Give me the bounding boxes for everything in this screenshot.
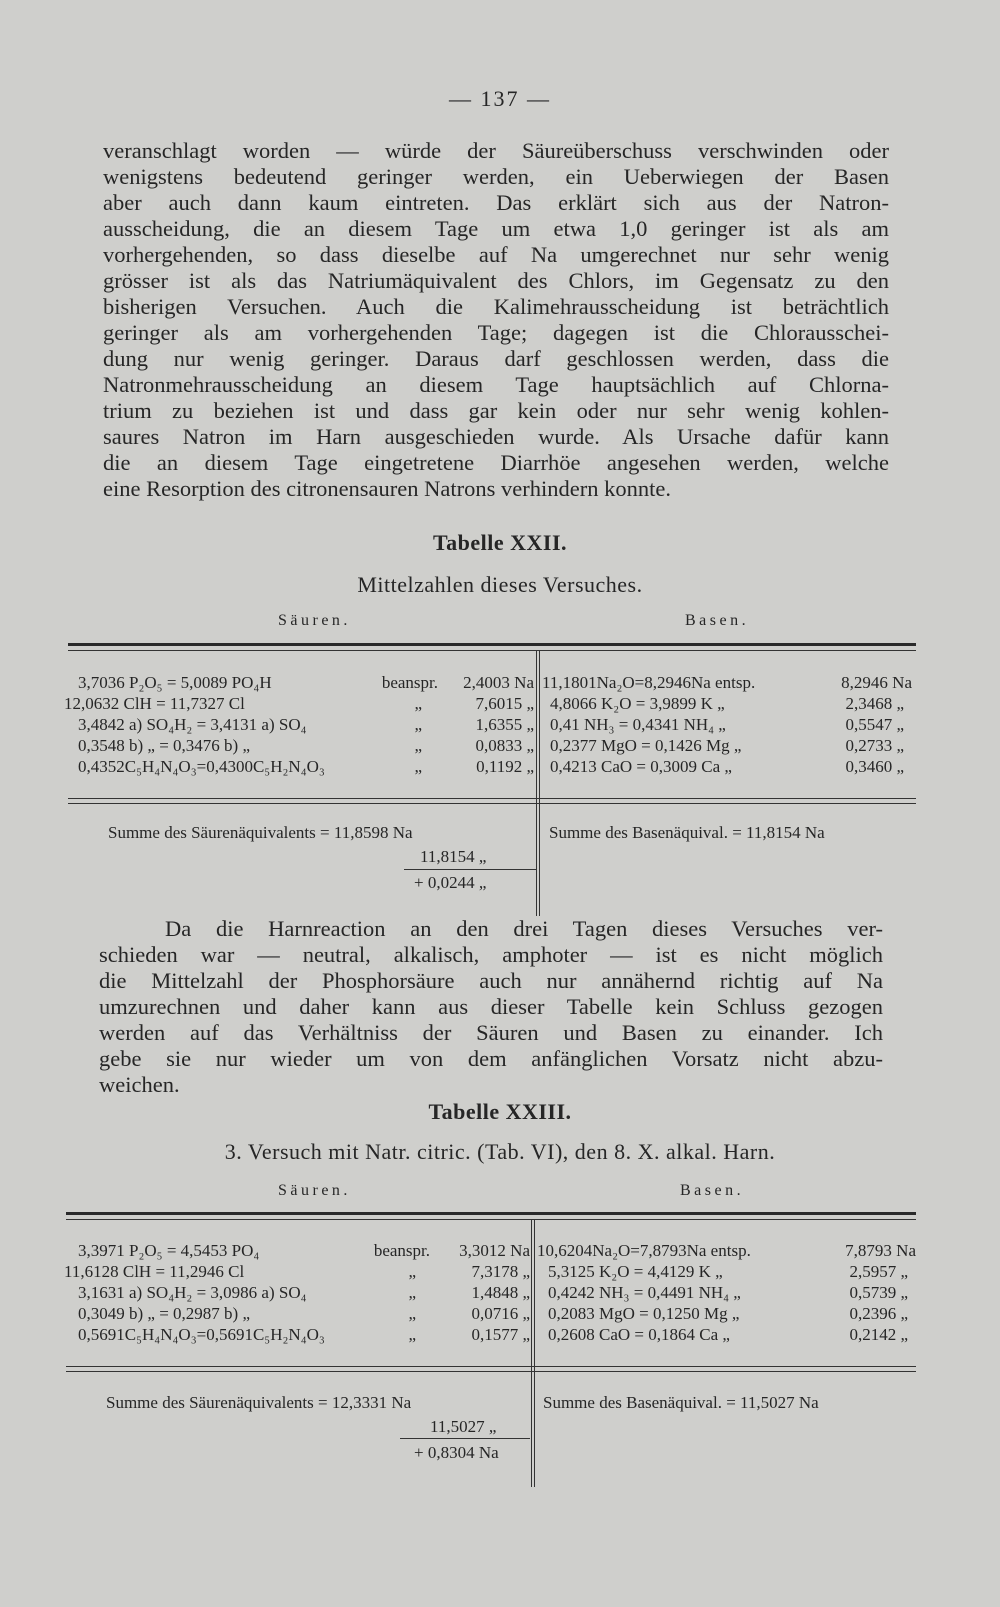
table-23-bases-heading: Basen. [680,1182,745,1199]
table-row-formula: 4,8066 K₂O = 3,9899 K „ [550,694,725,713]
table-row-marker: „ [408,1325,416,1344]
table-row-value: 0,2396 „ [849,1304,908,1323]
text-line: bisherigen Versuchen. Auch die Kalimehrausscheidung ist beträchtlich [103,294,889,319]
table-23-sum-rule [400,1438,530,1439]
text-line: dung nur wenig geringer. Daraus darf geschlossen werden, dass die [103,346,889,371]
table-23-divider [534,1219,535,1487]
table-23-subtitle: 3. Versuch mit Natr. citric. (Tab. VI), den 8. X. alkal. Harn. [224,1139,776,1164]
text-line: Da die Harnreaction an den drei Tagen dieses Versuches ver- [165,916,883,941]
table-23-top-rule [66,1212,916,1215]
table-row-formula: 11,1801Na₂O=8,2946Na entsp. [542,673,756,692]
table-row-formula: 12,0632 ClH = 11,7327 Cl [64,694,245,713]
table-22-bottom-rule [68,803,916,804]
table-row-formula: 0,5691C₅H₄N₄O₃=0,5691C₅H₂N₄O₃ [78,1325,325,1344]
table-22-base-sum: Summe des Basenäquival. = 11,8154 Na [549,823,825,842]
table-row-formula: 0,3049 b) „ = 0,2987 b) „ [78,1304,251,1323]
table-22-acid-sum: Summe des Säurenäquivalents = 11,8598 Na [108,823,413,842]
table-22-title: Tabelle XXII. [432,530,568,555]
table-row-value: 3,3012 Na [459,1241,530,1260]
table-22-acid-difference: + 0,0244 „ [414,873,487,892]
text-line: vorhergehenden, so dass dieselbe auf Na umgerechnet nur sehr wenig [103,242,889,267]
table-row-formula: 3,1631 a) SO₄H₂ = 3,0986 a) SO₄ [78,1283,307,1302]
table-row-formula: 0,3548 b) „ = 0,3476 b) „ [78,736,251,755]
table-row-formula: 0,2377 MgO = 0,1426 Mg „ [550,736,742,755]
table-row-marker: „ [414,694,422,713]
text-line: geringer als am vorhergehenden Tage; dagegen ist die Chlorausschei- [103,320,889,345]
text-line: weichen. [99,1072,180,1097]
table-row-value: 0,5547 „ [845,715,904,734]
table-row-formula: 0,4242 NH₃ = 0,4491 NH₄ „ [548,1283,741,1302]
text-line: gebe sie nur wieder um von dem anfänglichen Vorsatz nicht abzu- [99,1046,883,1071]
table-row-formula: 3,4842 a) SO₄H₂ = 3,4131 a) SO₄ [78,715,307,734]
text-line: eine Resorption des citronensauren Natrons verhindern konnte. [103,476,671,501]
table-row-value: 0,1577 „ [471,1325,530,1344]
table-row-formula: 5,3125 K₂O = 4,4129 K „ [548,1262,723,1281]
table-row-value: 7,8793 Na [845,1241,916,1260]
text-line: aber auch dann kaum eintreten. Das erklärt sich aus der Natron- [103,190,889,215]
text-line: die an diesem Tage eingetretene Diarrhöe angesehen werden, welche [103,450,889,475]
table-23-acid-minus: 11,5027 „ [430,1417,497,1436]
table-row-formula: 11,6128 ClH = 11,2946 Cl [64,1262,245,1281]
table-row-marker: „ [414,736,422,755]
text-line: trium zu beziehen ist und dass gar kein oder nur sehr wenig kohlen- [103,398,889,423]
table-row-value: 0,2733 „ [845,736,904,755]
text-line: grösser ist als das Natriumäquivalent des Chlors, im Gegensatz zu den [103,268,889,293]
table-22-acids-heading: Säuren. [278,612,351,629]
table-row-formula: 0,2608 CaO = 0,1864 Ca „ [548,1325,730,1344]
table-row-value: 8,2946 Na [841,673,912,692]
page-number: — 137 — [449,86,551,111]
table-row-value: 0,3460 „ [845,757,904,776]
text-line: Natronmehrausscheidung an diesem Tage hauptsächlich auf Chlorna- [103,372,889,397]
table-row-marker: beanspr. [373,1241,430,1260]
table-row-value: 1,4848 „ [471,1283,530,1302]
table-row-value: 0,0716 „ [471,1304,530,1323]
text-line: schieden war — neutral, alkalisch, amphoter — ist es nicht möglich [99,942,883,967]
table-23-top-rule-thin [66,1219,916,1220]
table-22-top-rule-thin [68,650,916,651]
table-row-formula: 0,4352C₅H₄N₄O₃=0,4300C₅H₂N₄O₃ [78,757,325,776]
text-line: saures Natron im Harn ausgeschieden wurde. Als Ursache dafür kann [103,424,889,449]
table-23-title: Tabelle XXIII. [428,1099,572,1124]
table-row-formula: 0,2083 MgO = 0,1250 Mg „ [548,1304,740,1323]
table-23-divider [531,1219,532,1487]
table-22-divider [536,650,537,916]
text-line: umzurechnen und daher kann aus dieser Tabelle kein Schluss gezogen [99,994,883,1019]
table-row-value: 7,6015 „ [475,694,534,713]
table-22-top-rule [68,643,916,646]
table-row-marker: beanspr. [381,673,438,692]
table-22-bottom-rule [68,798,916,799]
text-line: wenigstens bedeutend geringer werden, ein Ueberwiegen der Basen [103,164,889,189]
text-line: ausscheidung, die an diesem Tage um etwa 1,0 geringer ist als am [103,216,889,241]
table-23-acid-sum: Summe des Säurenäquivalents = 12,3331 Na [106,1393,412,1412]
table-23-base-sum: Summe des Basenäquival. = 11,5027 Na [543,1393,819,1412]
table-row-value: 0,5739 „ [849,1283,908,1302]
table-row-value: 0,0833 „ [475,736,534,755]
text-line: werden auf das Verhältniss der Säuren und Basen zu einander. Ich [99,1020,883,1045]
table-row-formula: 0,4213 CaO = 0,3009 Ca „ [550,757,732,776]
table-22-divider [539,650,540,916]
table-23-bottom-rule [66,1366,916,1367]
table-row-formula: 0,41 NH₃ = 0,4341 NH₄ „ [550,715,726,734]
table-23-bottom-rule [66,1371,916,1372]
table-row-value: 1,6355 „ [475,715,534,734]
paragraph-2 [99,916,883,1098]
table-22-subtitle: Mittelzahlen dieses Versuches. [357,572,643,597]
table-row-value: 0,1192 „ [476,757,534,776]
table-row-marker: „ [408,1262,416,1281]
table-22-sum-rule [404,869,536,870]
table-row-formula: 3,7036 P₂O₅ = 5,0089 PO₄H [78,673,272,692]
table-row-value: 2,5957 „ [849,1262,908,1281]
table-row-value: 2,3468 „ [845,694,904,713]
table-23-acids-heading: Säuren. [278,1182,351,1199]
table-23-acid-difference: + 0,8304 Na [414,1443,499,1462]
table-row-value: 7,3178 „ [471,1262,530,1281]
table-row-marker: „ [414,757,422,776]
table-row-formula: 3,3971 P₂O₅ = 4,5453 PO₄ [78,1241,260,1260]
table-row-value: 0,2142 „ [849,1325,908,1344]
table-22-bases-heading: Basen. [685,612,750,629]
table-row-formula: 10,6204Na₂O=7,8793Na entsp. [537,1241,751,1260]
paragraph-1 [103,138,889,502]
table-row-value: 2,4003 Na [463,673,534,692]
table-row-marker: „ [408,1304,416,1323]
text-line: veranschlagt worden — würde der Säureüberschuss verschwinden oder [103,138,889,163]
text-line: die Mittelzahl der Phosphorsäure auch nur annähernd richtig auf Na [99,968,883,993]
table-row-marker: „ [414,715,422,734]
table-22-acid-minus: 11,8154 „ [420,847,487,866]
table-row-marker: „ [408,1283,416,1302]
